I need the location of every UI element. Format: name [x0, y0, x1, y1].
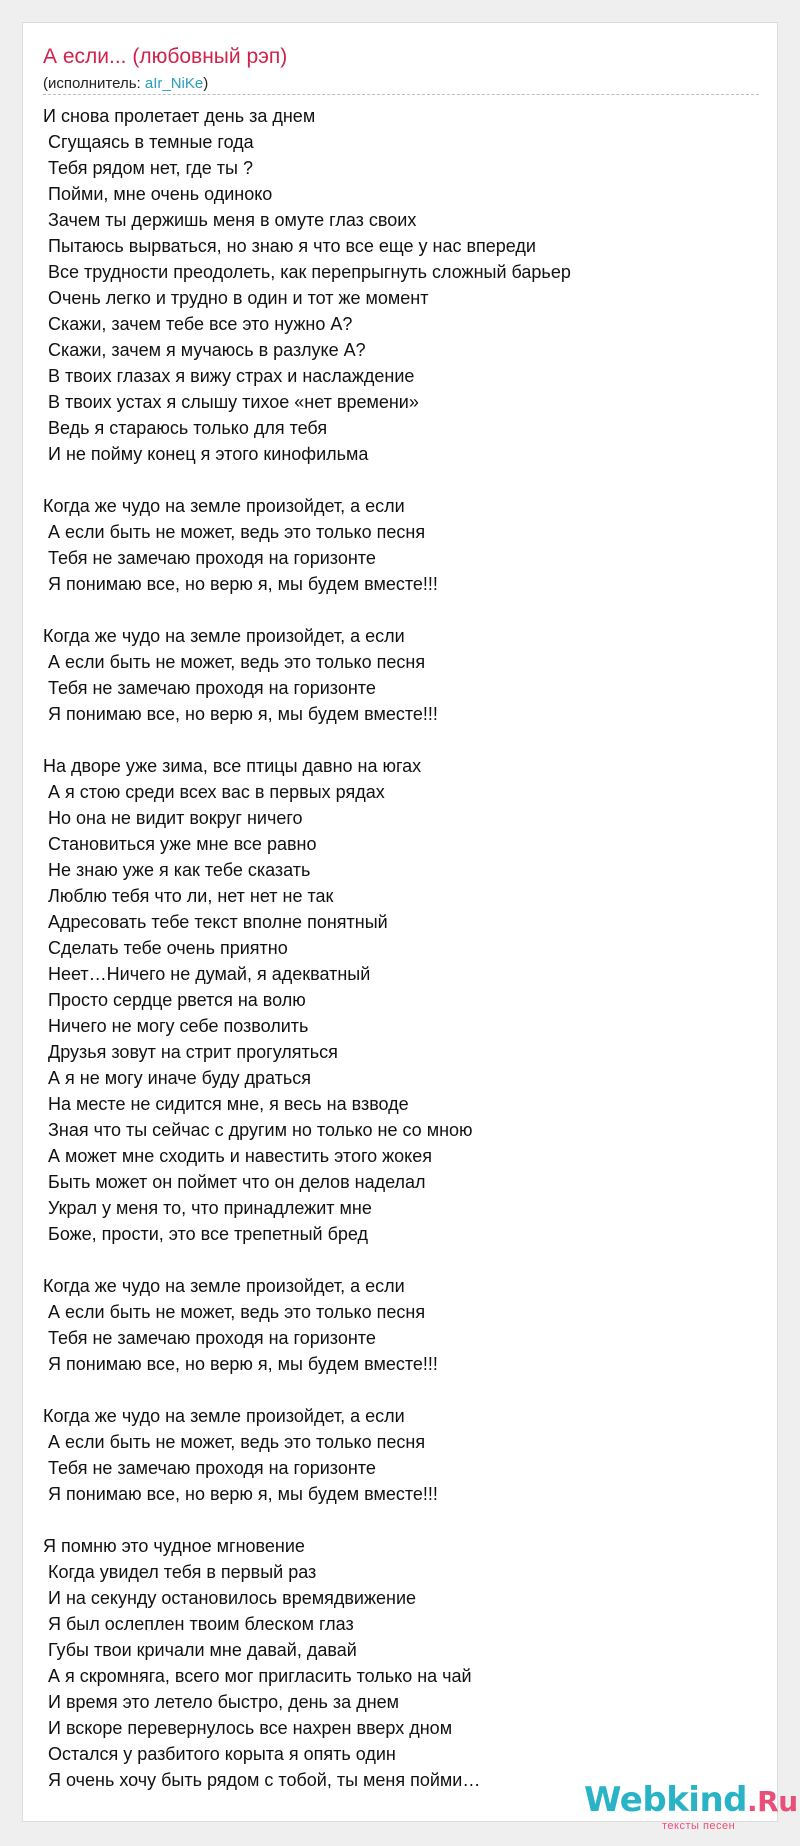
artist-line [43, 75, 208, 92]
lyrics-line: Когда же чудо на земле произойдет, а если [43, 1406, 405, 1426]
lyrics-stanza [43, 1533, 759, 1793]
lyrics-line: Я понимаю все, но верю я, мы будем вместе!!! [43, 704, 438, 724]
lyrics-body [43, 103, 759, 1819]
lyrics-line: Я очень хочу быть рядом с тобой, ты меня пойми… [43, 1770, 481, 1790]
artist-link[interactable]: aIr_NiKe [144, 75, 204, 92]
lyrics-line: Тебя не замечаю проходя на горизонте [43, 548, 376, 568]
lyrics-line: Скажи, зачем тебе все это нужно А? [43, 314, 353, 334]
header-divider [43, 94, 759, 95]
lyrics-line: А если быть не может, ведь это только песня [43, 1302, 426, 1322]
lyrics-line: Пытаюсь вырваться, но знаю я что все еще у нас впереди [43, 236, 536, 256]
lyrics-stanza [43, 1403, 759, 1507]
webkind-logo[interactable] [584, 1780, 798, 1832]
lyrics-line: А если быть не может, ведь это только песня [43, 1432, 426, 1452]
lyrics-line: И снова пролетает день за днем [43, 106, 316, 126]
lyrics-line: Когда же чудо на земле произойдет, а если [43, 496, 405, 516]
lyrics-line: И вскоре перевернулось все нахрен вверх дном [43, 1718, 453, 1738]
lyrics-line: Тебя не замечаю проходя на горизонте [43, 678, 376, 698]
lyrics-line: Боже, прости, это все трепетный бред [43, 1224, 369, 1244]
lyrics-line: Люблю тебя что ли, нет нет не так [43, 886, 334, 906]
lyrics-line: На месте не сидится мне, я весь на взводе [43, 1094, 409, 1114]
lyrics-line: Зачем ты держишь меня в омуте глаз своих [43, 210, 417, 230]
lyrics-line: Сгущаясь в темные года [43, 132, 254, 152]
lyrics-line: Я был ослеплен твоим блеском глаз [43, 1614, 354, 1634]
lyrics-line: Становиться уже мне все равно [43, 834, 317, 854]
lyrics-line: Я понимаю все, но верю я, мы будем вместе!!! [43, 574, 438, 594]
artist-suffix: ) [203, 75, 209, 92]
lyrics-line: Но она не видит вокруг ничего [43, 808, 303, 828]
lyrics-line: Адресовать тебе текст вполне понятный [43, 912, 388, 932]
lyrics-line: Все трудности преодолеть, как перепрыгнуть сложный барьер [43, 262, 571, 282]
lyrics-card [22, 22, 778, 1822]
lyrics-line: А если быть не может, ведь это только песня [43, 652, 426, 672]
lyrics-line: Тебя не замечаю проходя на горизонте [43, 1458, 376, 1478]
lyrics-line: Когда же чудо на земле произойдет, а если [43, 626, 405, 646]
lyrics-line: И на секунду остановилось времядвижение [43, 1588, 417, 1608]
lyrics-line: Сделать тебе очень приятно [43, 938, 288, 958]
lyrics-line: Скажи, зачем я мучаюсь в разлуке А? [43, 340, 366, 360]
lyrics-line: В твоих глазах я вижу страх и наслаждение [43, 366, 415, 386]
logo-tagline: тексты песен [662, 1820, 736, 1832]
lyrics-line: А я скромняга, всего мог пригласить только на чай [43, 1666, 472, 1686]
lyrics-line: Губы твои кричали мне давай, давай [43, 1640, 357, 1660]
song-title: А если... (любовный рэп) [43, 45, 288, 68]
lyrics-line: Тебя не замечаю проходя на горизонте [43, 1328, 376, 1348]
lyrics-line: А я не могу иначе буду драться [43, 1068, 311, 1088]
lyrics-line: Зная что ты сейчас с другим но только не со мною [43, 1120, 473, 1140]
logo-tld: .Ru [747, 1785, 798, 1818]
lyrics-line: Друзья зовут на стрит прогуляться [43, 1042, 338, 1062]
lyrics-line: Очень легко и трудно в один и тот же момент [43, 288, 429, 308]
lyrics-line: А я стою среди всех вас в первых рядах [43, 782, 385, 802]
lyrics-stanza [43, 753, 759, 1247]
lyrics-line: И не пойму конец я этого кинофильма [43, 444, 369, 464]
lyrics-line: Тебя рядом нет, где ты ? [43, 158, 253, 178]
lyrics-stanza [43, 493, 759, 597]
lyrics-line: Когда же чудо на земле произойдет, а если [43, 1276, 405, 1296]
lyrics-line: А может мне сходить и навестить этого жокея [43, 1146, 433, 1166]
lyrics-line: Неет…Ничего не думай, я адекватный [43, 964, 371, 984]
lyrics-line: Ведь я стараюсь только для тебя [43, 418, 328, 438]
lyrics-line: Остался у разбитого корыта я опять один [43, 1744, 396, 1764]
lyrics-stanza [43, 623, 759, 727]
lyrics-line: Просто сердце рвется на волю [43, 990, 306, 1010]
artist-prefix: (исполнитель: [43, 75, 145, 92]
lyrics-line: Не знаю уже я как тебе сказать [43, 860, 311, 880]
lyrics-line: Быть может он поймет что он делов наделал [43, 1172, 426, 1192]
lyrics-line: Ничего не могу себе позволить [43, 1016, 309, 1036]
lyrics-stanza [43, 1273, 759, 1377]
lyrics-line: Я понимаю все, но верю я, мы будем вместе!!! [43, 1484, 438, 1504]
lyrics-line: Пойми, мне очень одиноко [43, 184, 273, 204]
lyrics-line: И время это летело быстро, день за днем [43, 1692, 400, 1712]
lyrics-line: Я понимаю все, но верю я, мы будем вместе!!! [43, 1354, 438, 1374]
logo-main-text: Webkind [584, 1780, 747, 1820]
lyrics-line: Я помню это чудное мгновение [43, 1536, 305, 1556]
lyrics-line: В твоих устах я слышу тихое «нет времени» [43, 392, 419, 412]
lyrics-line: А если быть не может, ведь это только песня [43, 522, 426, 542]
lyrics-stanza [43, 103, 759, 467]
lyrics-line: Когда увидел тебя в первый раз [43, 1562, 317, 1582]
lyrics-line: На дворе уже зима, все птицы давно на югах [43, 756, 422, 776]
lyrics-line: Украл у меня то, что принадлежит мне [43, 1198, 372, 1218]
logo-wordmark [584, 1780, 798, 1820]
